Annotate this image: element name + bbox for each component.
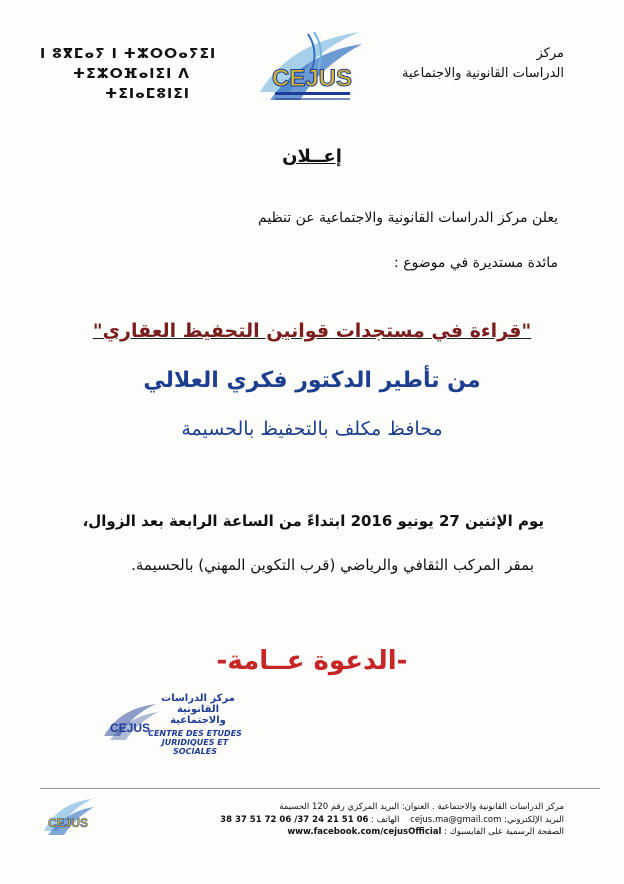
stamp-french [140,729,250,756]
tifinagh-header [40,44,217,104]
intro-line-1: يعلن مركز الدراسات القانونية والاجتماعية عن تنظيم [258,210,558,226]
announcement-title [0,146,624,167]
event-place: بمقر المركب الثقافي والرياضي (قرب التكوين المهني) بالحسيمة. [131,556,534,574]
stamp-fr-line-2: JURIDIQUES ET SOCIALES [161,738,229,756]
presenter-role: محافظ مكلف بالتحفيظ بالحسيمة [181,418,443,440]
footer-address: مركز الدراسات القانونية والاجتماعية . العنوان: البريد المركزي رقم 120 الحسيمة [279,802,564,812]
tifinagh-line-3: ⵜⵉⵏⴰⵎⵓⵏⵉⵏ [105,86,190,102]
footer-facebook-url: www.facebook.com/cejusOfficial [287,827,442,837]
footer-email: cejus.ma@gmail.com [410,815,502,825]
stamp-fr-line-1: CENTRE DES ETUDES [148,729,242,738]
footer-contact [220,815,564,825]
svg-text:CEJUS: CEJUS [109,721,151,735]
tifinagh-line-1: ⵏ ⵓⴳⵎⴰⵢ ⵏ ⵜⵣⵔⵔⴰⵢⵉⵏ [40,46,217,62]
presenter-line: من تأطير الدكتور فكري العلالي [143,368,481,393]
footer-phones: 06 51 21 24 37/ 06 72 51 37 38 [220,815,369,825]
logo-text: CEJUS [271,65,353,92]
header-line-1: مركز [536,46,564,61]
footer-divider [40,788,600,789]
topic-text: "قراءة في مستجدات قوانين التحفيظ العقاري" [92,320,532,342]
header-line-2: الدراسات القانونية والاجتماعية [402,66,564,81]
stamp-ar-line-1: مركز الدراسات [161,693,235,704]
cejus-logo [250,22,370,112]
footer-phone-label: الهاتف : [371,815,400,825]
footer-facebook-label: الصفحة الرسمية على الفايسبوك : [444,827,564,837]
intro-line-2: مائدة مستديرة في موضوع : [394,255,558,271]
tifinagh-line-2: ⵜⵉⵣⵔⴼⴰⵏⵉⵏ ⴷ [72,66,190,82]
footer-logo-icon [40,795,96,840]
public-invitation: -الدعوة عــامة- [216,646,408,676]
stamp-arabic [148,693,248,726]
title-text: إعــلان [282,146,342,167]
footer-email-label: البريد الإلكتروني: [504,815,564,825]
event-date: يوم الإثنين 27 يونيو 2016 ابتداءً من الساعة الرابعة بعد الزوال، [82,512,544,530]
svg-text:CEJUS: CEJUS [47,816,89,830]
header-center-name [402,44,564,84]
topic-heading [0,320,624,342]
footer-facebook [287,827,564,837]
stamp-ar-line-2: القانونية والاجتماعية [170,704,226,726]
